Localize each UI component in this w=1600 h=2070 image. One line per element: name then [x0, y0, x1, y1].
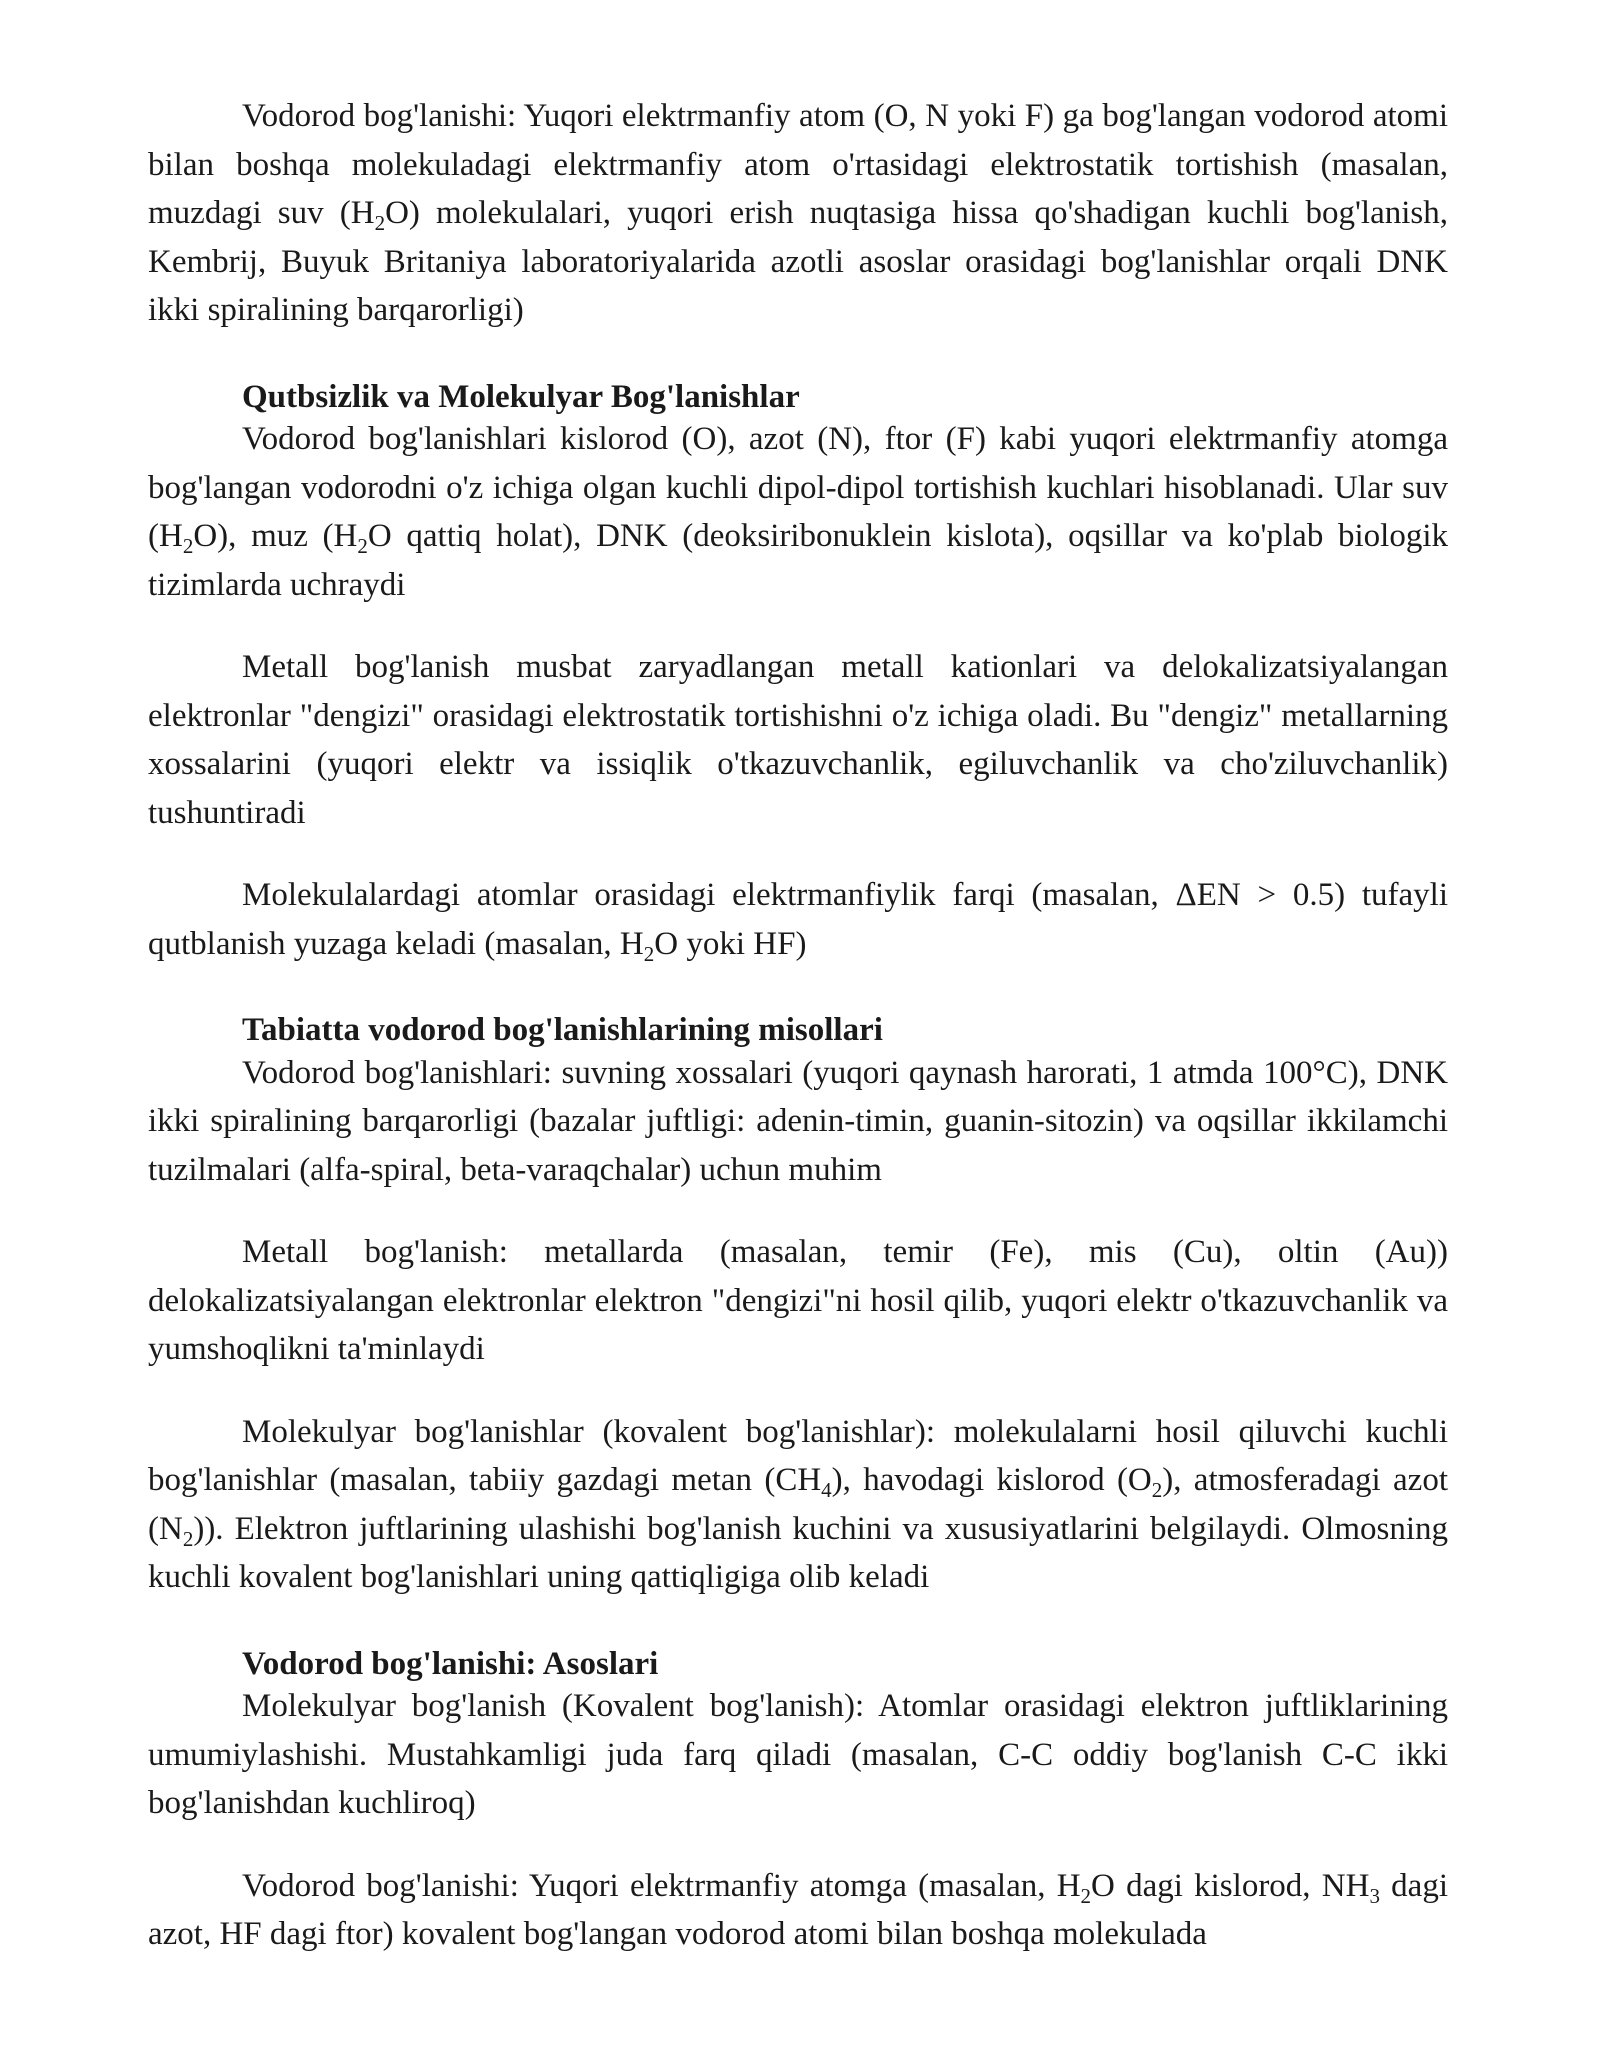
subscript: 2: [357, 534, 368, 558]
body-paragraph: Molekulyar bog'lanishlar (kovalent bog'lanishlar): molekulalarni hosil qiluvchi kuchli bog'lanishlar (masalan, tabiiy gazdagi metan $(CH_4)$, havodagi kislorod $(O_2)$, atmosferadagi azot $(N_2)$). Elektron juftlarining ulashishi bog'lanish kuchini va xususiyatlarini belgilaydi. Olmosning kuchli kovalent bog'lanishlari uning qattiqligiga olib keladi: [148, 1413, 1448, 1595]
body-paragraph: Vodorod bog'lanishi: Yuqori elektrmanfiy atomga (masalan, $H_2O$ dagi kislorod, $NH_3$ dagi azot, HF dagi ftor) kovalent bog'langan vodorod atomi bilan boshqa molekulada: [148, 1867, 1448, 1952]
body-paragraph: Molekulyar bog'lanish (Kovalent bog'lanish): Atomlar orasidagi elektron juftliklarining umumiylashishi. Mustahkamligi juda farq qiladi (masalan, C-C oddiy bog'lanish C-C ikki bog'lanishdan kuchliroq): [148, 1688, 1448, 1821]
body-paragraph: Metall bog'lanish: metallarda (masalan, temir (Fe), mis (Cu), oltin (Au)) delokalizatsiyalangan elektronlar elektron "dengizi"ni hosil qilib, yuqori elektr o'tkazuvchanlik va yumshoqlikni ta'minlaydi: [148, 1234, 1448, 1367]
section-heading: Vodorod bog'lanishi: Asoslari: [242, 1645, 659, 1682]
subscript: 2: [1080, 1883, 1092, 1908]
section-heading: Qutbsizlik va Molekulyar Bog'lanishlar: [242, 378, 800, 415]
body-paragraph: Vodorod bog'lanishlari: suvning xossalari (yuqori qaynash harorati, 1 atmda 100°C), DNK ikki spiralining barqarorligi (bazalar juftligi: adenin-timin, guanin-sitozin) va oqsillar ikkilamchi tuzilmalari (alfa-spiral, beta-varaqchalar) uchun muhim: [148, 1054, 1448, 1188]
subscript: 2: [643, 941, 655, 966]
subscript: 2: [182, 1526, 194, 1551]
body-paragraph: Vodorod bog'lanishi: Yuqori elektrmanfiy atom (O, N yoki F) ga bog'langan vodorod atomi bilan boshqa molekuladagi elektrmanfiy atom o'rtasidagi elektrostatik tortishish (masalan, muzdagi suv $(H_2O)$ molekulalari, yuqori erish nuqtasiga hissa qo'shadigan kuchli bog'lanish, Kembrij, Buyuk Britaniya laboratoriyalarida azotli asoslar orasidagi bog'lanishlar orqali DNK ikki spiralining barqarorligi): [148, 98, 1448, 328]
subscript: 2: [182, 534, 194, 558]
section-heading: Tabiatta vodorod bog'lanishlarining misollari: [242, 1012, 883, 1048]
body-paragraph: Metall bog'lanish musbat zaryadlangan metall kationlari va delokalizatsiyalangan elektronlar "dengizi" orasidagi elektrostatik tortishishni o'z ichiga oladi. Bu "dengiz" metallarning xossalarini (yuqori elektr va issiqlik o'tkazuvchanlik, egiluvchanlik va cho'ziluvchanlik) tushuntiradi: [148, 649, 1448, 831]
subscript: 3: [1369, 1883, 1380, 1908]
body-paragraph: Molekulalardagi atomlar orasidagi elektrmanfiylik farqi (masalan, ΔEN > 0.5) tufayli qutblanish yuzaga keladi (masalan, $H_2O$ yoki HF): [148, 877, 1448, 966]
subscript: 2: [1151, 1478, 1163, 1502]
subscript: 2: [374, 211, 386, 235]
body-paragraph: Vodorod bog'lanishlari kislorod (O), azot (N), ftor (F) kabi yuqori elektrmanfiy atomga bog'langan vodorodni o'z ichiga olgan kuchli dipol-dipol tortishish kuchlari hisoblanadi. Ular suv $(H_2O)$, muz ($H_2O$ qattiq holat), DNK (deoksiribonuklein kislota), oqsillar va ko'plab biologik tizimlarda uchraydi: [148, 421, 1448, 603]
document-page: [148, 92, 1448, 1959]
subscript: 4: [821, 1478, 832, 1502]
